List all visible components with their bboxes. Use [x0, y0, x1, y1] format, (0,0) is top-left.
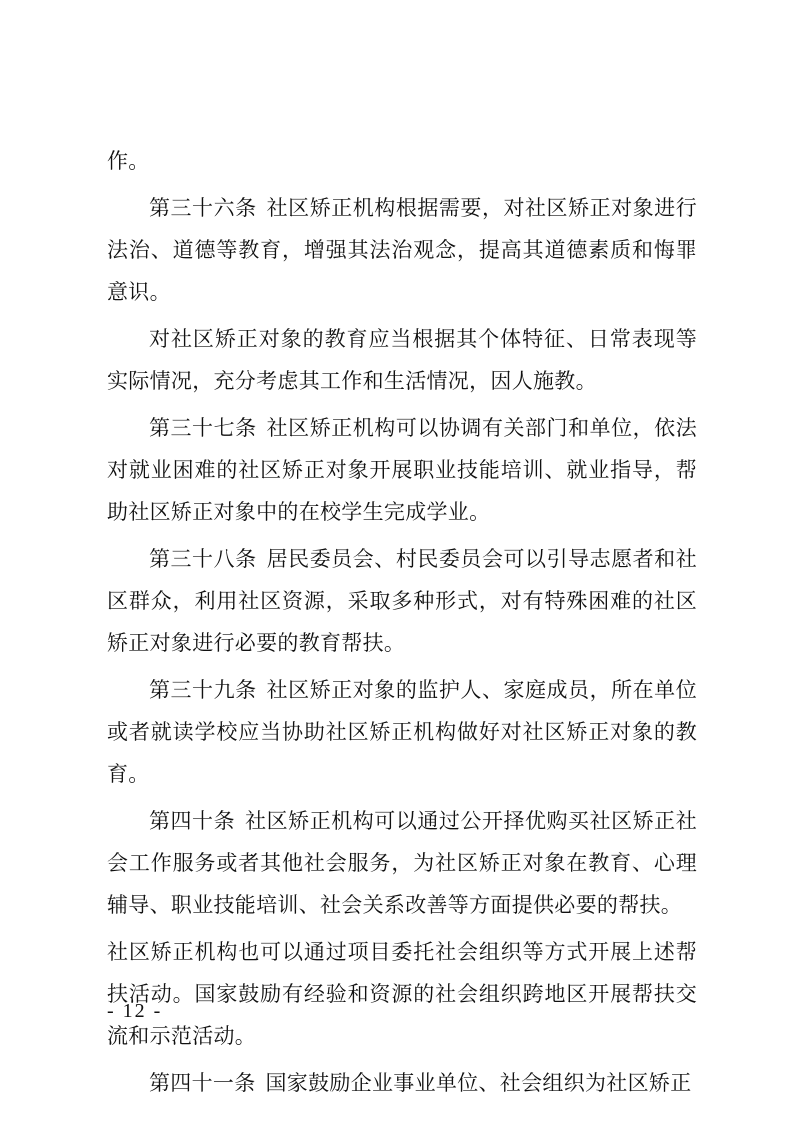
article-text: 居民委员会、村民委员会可以引导志愿者和社区群众，利用社区资源，采取多种形式，对有特殊困难的社区矫正对象进行必要的教育帮扶。: [107, 547, 698, 655]
body-text: [107, 140, 697, 1109]
article-number: 第三十六条: [149, 196, 257, 220]
article-number: 第四十条: [149, 809, 236, 833]
article-number: 第三十九条: [149, 678, 257, 702]
article-36: [107, 187, 697, 313]
article-text: 社区矫正机构根据需要，对社区矫正对象进行法治、道德等教育，增强其法治观念，提高其道德素质和悔罪意识。: [107, 196, 698, 304]
article-text: 社区矫正对象的监护人、家庭成员，所在单位或者就读学校应当协助社区矫正机构做好对社区矫正对象的教育。: [107, 678, 698, 786]
article-text: 国家鼓励企业事业单位、社会组织为社区矫正: [265, 1071, 692, 1095]
paragraph-text: 社区矫正机构也可以通过项目委托社会组织等方式开展上述帮扶活动。国家鼓励有经验和资源的社会组织跨地区开展帮扶交流和示范活动。: [107, 940, 697, 1048]
paragraph-text: 作。: [107, 149, 150, 173]
article-39: [107, 669, 697, 795]
article-40: [107, 800, 697, 926]
paragraph-text: 对社区矫正对象的教育应当根据其个体特征、日常表现等实际情况，充分考虑其工作和生活情况，因人施教。: [107, 327, 697, 393]
article-number: 第三十七条: [149, 416, 257, 440]
paragraph-continuation: [107, 140, 697, 182]
article-41: [107, 1062, 697, 1104]
paragraph-project-commission: [107, 931, 697, 1057]
article-number: 第三十八条: [149, 547, 257, 571]
paragraph-education: [107, 318, 697, 402]
page-number: - 12 -: [107, 1000, 163, 1022]
article-37: [107, 407, 697, 533]
article-number: 第四十一条: [149, 1071, 256, 1095]
article-38: [107, 538, 697, 664]
article-text: 社区矫正机构可以协调有关部门和单位，依法对就业困难的社区矫正对象开展职业技能培训、就业指导，帮助社区矫正对象中的在校学生完成学业。: [107, 416, 698, 524]
article-text: 社区矫正机构可以通过公开择优购买社区矫正社会工作服务或者其他社会服务，为社区矫正对象在教育、心理辅导、职业技能培训、社会关系改善等方面提供必要的帮扶。: [107, 809, 697, 917]
